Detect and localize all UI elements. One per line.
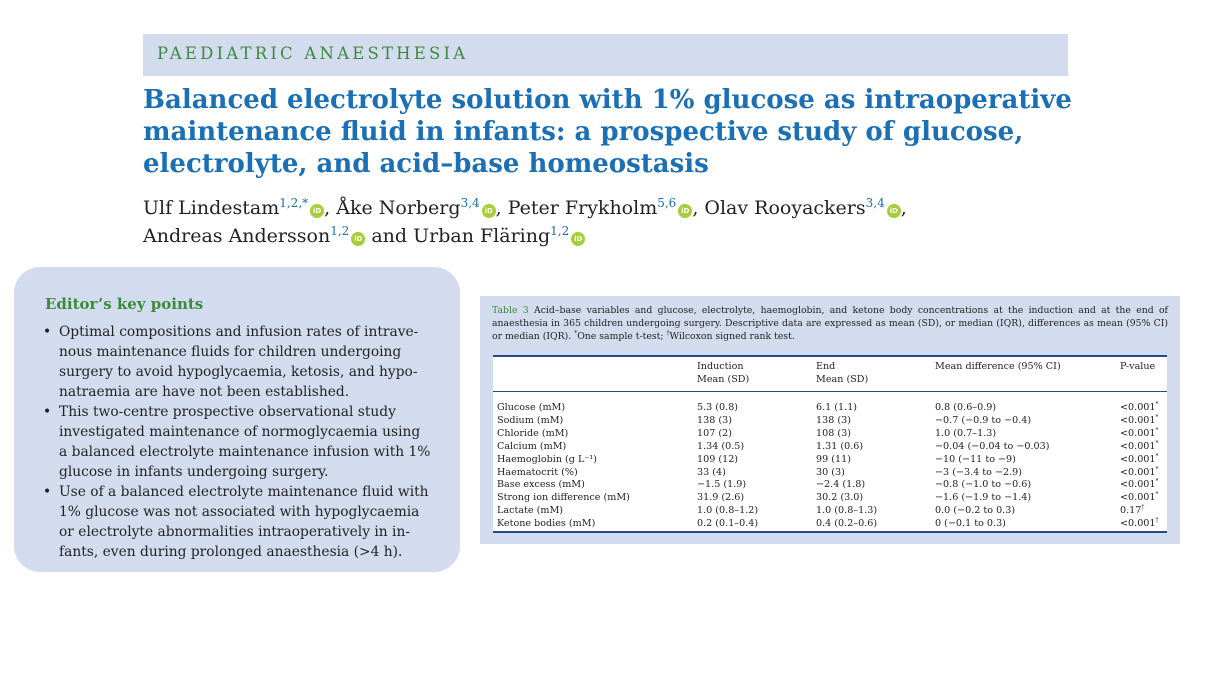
table-row [493, 440, 1167, 453]
table-row [493, 491, 1167, 504]
column-header-end [816, 361, 868, 387]
table-row [493, 453, 1167, 466]
bullet-icon: • [43, 484, 52, 500]
author-name[interactable]: Olav Rooyackers [704, 197, 866, 219]
caption-note: One sample t-test; [577, 330, 667, 342]
author-list [143, 194, 907, 250]
author-name[interactable]: Ulf Lindestam [143, 197, 280, 219]
cell-p-value: <0.001 [1120, 440, 1156, 452]
footnote-marker: * [1155, 426, 1159, 434]
key-point-line: or electrolyte abnormalities intraoperatively in in- [59, 524, 411, 540]
footnote-marker: * [1155, 439, 1159, 447]
author-row [143, 222, 907, 250]
footnote-marker: * [1155, 491, 1159, 499]
cell-difference: 0.8 (0.6–0.9) [935, 402, 997, 413]
author-affiliation: 1,2 [550, 224, 570, 238]
cell-variable: Lactate (mM) [497, 505, 564, 517]
table-row [493, 427, 1167, 440]
footnote-marker: * [1155, 401, 1159, 408]
orcid-icon[interactable]: iD [571, 232, 585, 246]
header-rule [493, 391, 1167, 392]
author-affiliation: 3,4 [460, 196, 480, 210]
author-affiliation: 3,4 [865, 196, 885, 210]
cell-difference: 0.0 (−0.2 to 0.3) [935, 505, 1016, 517]
title-line: Balanced electrolyte solution with 1% glucose as intraoperative [143, 85, 1072, 115]
cell-induction: 1.34 (0.5) [697, 440, 745, 452]
author-affiliation: 1,2,* [279, 196, 309, 210]
title-line: maintenance fluid in infants: a prospective study of glucose, [143, 117, 1024, 147]
cell-end: 1.31 (0.6) [816, 440, 864, 452]
key-point-line: investigated maintenance of normoglycaemia using [59, 424, 421, 440]
cell-p-value: <0.001 [1120, 427, 1156, 439]
key-point-line: 1% glucose was not associated with hypoglycaemia [59, 504, 420, 520]
footnote-marker: † [1141, 504, 1145, 512]
bullet-icon: • [43, 324, 52, 340]
cell-p-value-wrap [1120, 440, 1159, 453]
key-point-line: Optimal compositions and infusion rates of intrave- [59, 324, 419, 340]
cell-induction: 5.3 (0.8) [697, 402, 739, 413]
key-point-line: This two-centre prospective observational study [59, 404, 396, 420]
cell-induction: 107 (2) [697, 427, 732, 439]
key-point-item [43, 402, 441, 482]
cell-variable: Glucose (mM) [497, 402, 566, 413]
cell-p-value: <0.001 [1120, 479, 1156, 491]
author-name[interactable]: Åke Norberg [336, 197, 461, 219]
footnote-marker: * [1155, 465, 1159, 473]
key-point-line: glucose in infants undergoing surgery. [59, 464, 329, 480]
key-point-line: natraemia are have not been established. [59, 384, 350, 400]
cell-p-value: <0.001 [1120, 466, 1156, 478]
footnote-marker: * [1155, 413, 1159, 421]
author-separator: , [324, 197, 331, 219]
cell-difference: −1.6 (−1.9 to −1.4) [935, 492, 1032, 504]
table-row [493, 517, 1167, 530]
cell-p-value: 0.17 [1120, 505, 1142, 517]
table-row [493, 478, 1167, 491]
cell-p-value: <0.001 [1120, 492, 1156, 504]
author-joiner-and: and [371, 225, 408, 247]
cell-variable: Haematocrit (%) [497, 466, 578, 478]
table-caption [492, 305, 1168, 343]
bullet-icon: • [43, 404, 52, 420]
key-point-line: Use of a balanced electrolyte maintenance fluid with [59, 484, 429, 500]
author-row [143, 194, 907, 222]
cell-difference: −0.7 (−0.9 to −0.4) [935, 414, 1032, 426]
orcid-icon[interactable]: iD [351, 232, 365, 246]
cell-p-value: <0.001 [1120, 453, 1156, 465]
cell-difference: −0.8 (−1.0 to −0.6) [935, 479, 1032, 491]
cell-induction: 31.9 (2.6) [697, 492, 745, 504]
author-separator: , [495, 197, 502, 219]
cell-end: 138 (3) [816, 414, 851, 426]
column-header-p-value: P-value [1120, 361, 1156, 372]
cell-difference: 0 (−0.1 to 0.3) [935, 518, 1006, 530]
cell-p-value-wrap [1120, 491, 1159, 504]
key-point-line: a balanced electrolyte maintenance infusion with 1% [59, 444, 431, 460]
cell-difference: −10 (−11 to −9) [935, 453, 1016, 465]
cell-difference: 1.0 (0.7–1.3) [935, 427, 997, 439]
key-point-item [43, 322, 441, 402]
footnote-marker: * [1155, 478, 1159, 486]
cell-induction: −1.5 (1.9) [697, 479, 747, 491]
key-point-line: surgery to avoid hypoglycaemia, ketosis, and hypo- [59, 364, 418, 380]
column-header-induction [697, 361, 749, 387]
title-line: electrolyte, and acid–base homeostasis [143, 149, 709, 179]
header-line: Mean (SD) [697, 373, 750, 385]
author-affiliation: 1,2 [330, 224, 350, 238]
key-point-item [43, 482, 441, 562]
cell-p-value-wrap [1120, 478, 1159, 491]
cell-induction: 109 (12) [697, 453, 739, 465]
footnote-marker: * [574, 329, 578, 337]
cell-p-value-wrap [1120, 517, 1159, 530]
author-affiliation: 5,6 [657, 196, 677, 210]
cell-difference: −3 (−3.4 to −2.9) [935, 466, 1022, 478]
cell-variable: Haemoglobin (g L⁻¹) [497, 453, 598, 465]
table-row [493, 466, 1167, 479]
cell-variable: Chloride (mM) [497, 427, 569, 439]
cell-p-value-wrap [1120, 453, 1159, 466]
cell-p-value: <0.001 [1120, 518, 1156, 530]
journal-banner [143, 34, 1068, 76]
footnote-marker: † [666, 329, 670, 337]
cell-variable: Base excess (mM) [497, 479, 585, 491]
cell-end: 108 (3) [816, 427, 851, 439]
key-point-line: fants, even during prolonged anaesthesia (>4 h). [59, 544, 403, 560]
cell-end: 1.0 (0.8–1.3) [816, 505, 878, 517]
table-label: Table 3 [492, 305, 529, 316]
article-title [143, 84, 1073, 180]
cell-end: 6.1 (1.1) [816, 402, 858, 413]
cell-difference: −0.04 (−0.04 to −0.03) [935, 440, 1050, 452]
cell-p-value-wrap [1120, 466, 1159, 479]
cell-p-value-wrap [1120, 414, 1159, 427]
author-separator: , [900, 197, 907, 219]
caption-note: Wilcoxon signed rank test. [669, 330, 795, 342]
orcid-icon[interactable]: iD [887, 204, 901, 218]
cell-variable: Ketone bodies (mM) [497, 518, 596, 530]
cell-p-value-wrap [1120, 504, 1144, 517]
caption-text: Acid–base variables and glucose, electrolyte, haemoglobin, and ketone body concentrations at the induction and at the end of anaesthesia in 365 children undergoing surgery. Descriptive data are expressed as mean (SD), or median (IQR), differences as mean (95% CI) or median (IQR). [492, 305, 1168, 342]
author-name[interactable]: Andreas Andersson [143, 225, 331, 247]
journal-name: PAEDIATRIC ANAESTHESIA [157, 44, 469, 63]
footnote-marker: † [1155, 517, 1159, 525]
footnote-marker: * [1155, 452, 1159, 460]
cell-end: 99 (11) [816, 453, 851, 465]
header-line: End [816, 361, 836, 372]
cell-induction: 0.2 (0.1–0.4) [697, 518, 759, 530]
orcid-icon[interactable]: iD [678, 204, 692, 218]
table-row [493, 401, 1167, 414]
data-table [493, 355, 1167, 533]
table-row [493, 414, 1167, 427]
header-line: Induction [697, 361, 744, 372]
table-3-panel [480, 296, 1180, 544]
cell-end: 30 (3) [816, 466, 845, 478]
cell-p-value-wrap [1120, 401, 1159, 414]
cell-end: 0.4 (0.2–0.6) [816, 518, 878, 530]
column-header-difference: Mean difference (95% CI) [935, 361, 1061, 372]
cell-variable: Calcium (mM) [497, 440, 567, 452]
cell-end: 30.2 (3.0) [816, 492, 864, 504]
key-point-line: nous maintenance fluids for children undergoing [59, 344, 402, 360]
key-points-title: Editor’s key points [45, 295, 204, 313]
author-separator: , [692, 197, 699, 219]
cell-p-value: <0.001 [1120, 402, 1156, 413]
orcid-icon[interactable]: iD [482, 204, 496, 218]
orcid-icon[interactable]: iD [310, 204, 324, 218]
editor-key-points-box [14, 267, 460, 572]
key-points-list [43, 322, 441, 562]
cell-end: −2.4 (1.8) [816, 479, 866, 491]
cell-induction: 1.0 (0.8–1.2) [697, 505, 759, 517]
cell-p-value-wrap [1120, 427, 1159, 440]
header-line: Mean (SD) [816, 373, 869, 385]
table-row [493, 504, 1167, 517]
cell-variable: Strong ion difference (mM) [497, 492, 630, 504]
author-name[interactable]: Peter Frykholm [507, 197, 658, 219]
cell-p-value: <0.001 [1120, 414, 1156, 426]
cell-induction: 33 (4) [697, 466, 726, 478]
cell-variable: Sodium (mM) [497, 414, 564, 426]
cell-induction: 138 (3) [697, 414, 732, 426]
author-name[interactable]: Urban Fläring [413, 225, 551, 247]
